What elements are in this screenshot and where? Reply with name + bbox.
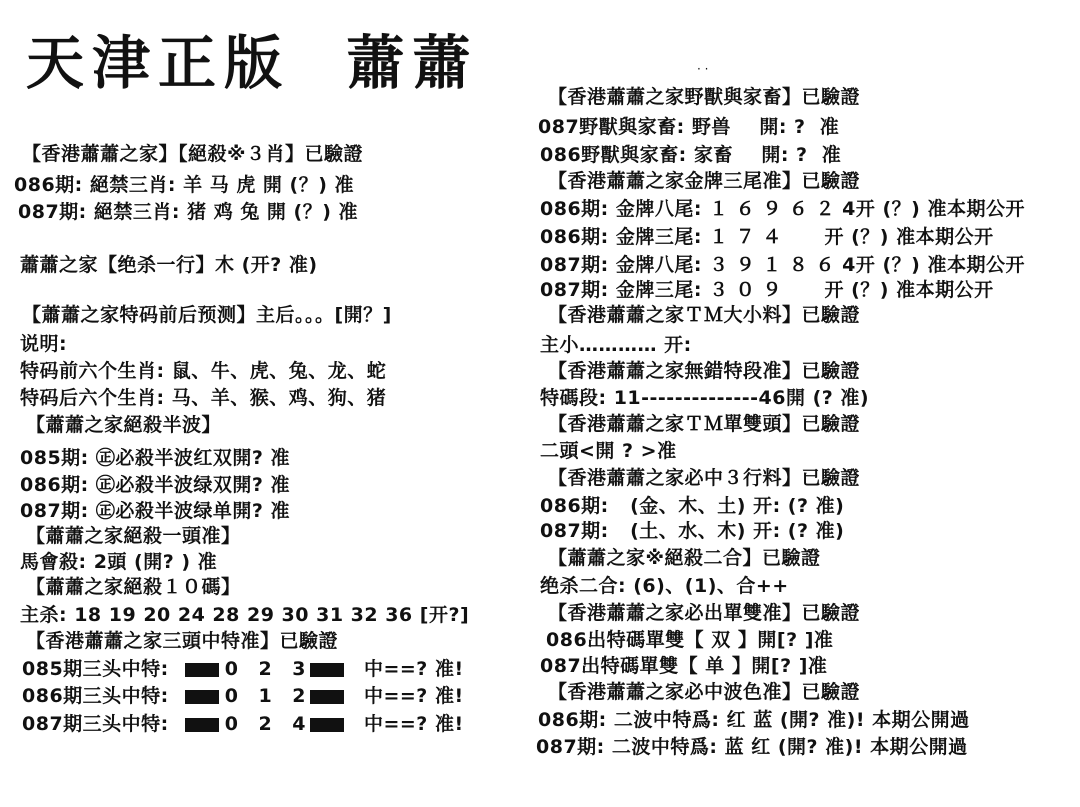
- text-line: 蕭蕭之家【绝杀一行】木 (开? 准): [20, 254, 318, 276]
- text-line: 说明:: [20, 333, 68, 355]
- section-header: 【蕭蕭之家特码前后预测】主后。。。[開？]: [22, 304, 392, 326]
- section-header: 【香港蕭蕭之家三頭中特准】已驗證: [26, 630, 339, 652]
- scan-specks: · ·: [697, 62, 709, 76]
- text-line: 087野獸與家畜: 野兽 開: ? 准: [538, 116, 840, 138]
- text-line: 主杀: 18 19 20 24 28 29 30 31 32 36 [开?]: [20, 604, 470, 626]
- text-line: 086期: 絕禁三肖: 羊 马 虎 開 (？) 准: [14, 174, 355, 196]
- three-head-row: [22, 660, 464, 679]
- head-digit: 2: [258, 713, 273, 735]
- row-label: 087期三头中特:: [22, 713, 169, 735]
- text-line: 086出特碼單雙【 双 】開[? ]准: [546, 629, 834, 651]
- trigram-block-icon: [185, 663, 219, 677]
- row-result: 中==? 准!: [363, 685, 464, 707]
- text-line: 087期: 絕禁三肖: 猪 鸡 兔 開 (？) 准: [18, 201, 359, 223]
- text-line: 087期: 金牌八尾: ３ ９ １ ８ ６ 4开 (？) 准本期公开: [540, 254, 1025, 276]
- text-line: 086野獸與家畜: 家畜 開: ? 准: [540, 144, 842, 166]
- section-header: 【香港蕭蕭之家ＴＭ大小料】已驗證: [548, 304, 861, 326]
- section-header: 【香港蕭蕭之家金牌三尾准】已驗證: [548, 170, 861, 192]
- text-line: 特码前六个生肖: 鼠、牛、虎、兔、龙、蛇: [20, 360, 387, 382]
- text-line: 086期: 金牌八尾: １ ６ ９ ６ ２ 4开 (？) 准本期公开: [540, 198, 1025, 220]
- text-line: 086期: (金、木、土) 开: (? 准): [540, 495, 845, 517]
- head-digit: 4: [292, 713, 306, 735]
- section-header: 【蕭蕭之家※絕殺二合】已驗證: [548, 547, 821, 569]
- three-head-row: [22, 715, 464, 734]
- text-line: 087期: 二波中特爲: 蓝 红 (開? 准)! 本期公開過: [536, 736, 968, 758]
- text-line: 绝杀二合: (6)、(1)、合++: [540, 575, 789, 597]
- text-line: 主小………… 开:: [540, 334, 692, 356]
- page-title: 天津正版 蕭蕭: [26, 29, 479, 97]
- text-line: 086期: 金牌三尾: １ ７ ４ 开 (？) 准本期公开: [540, 226, 994, 248]
- three-head-row: [22, 687, 464, 706]
- text-line: 特碼段: 11--------------46開 (? 准): [540, 387, 870, 409]
- trigram-block-icon: [310, 718, 344, 732]
- text-line: 086期: 二波中特爲: 红 蓝 (開? 准)! 本期公開過: [538, 709, 970, 731]
- trigram-block-icon: [310, 663, 344, 677]
- text-line: 特码后六个生肖: 马、羊、猴、鸡、狗、猪: [20, 387, 387, 409]
- head-digit: 0: [224, 658, 239, 680]
- head-digit: 1: [258, 685, 273, 707]
- section-header: 【香港蕭蕭之家必中波色准】已驗證: [548, 681, 861, 703]
- row-label: 085期三头中特:: [22, 658, 169, 680]
- section-header: 【蕭蕭之家絕殺半波】: [26, 414, 222, 436]
- row-result: 中==? 准!: [363, 658, 464, 680]
- trigram-block-icon: [310, 690, 344, 704]
- text-line: 086期: ㊣必殺半波绿双開? 准: [20, 474, 291, 496]
- section-header: 【香港蕭蕭之家ＴＭ單雙頭】已驗證: [548, 413, 861, 435]
- head-digit: 0: [224, 685, 239, 707]
- section-header: 【香港蕭蕭之家必中３行料】已驗證: [548, 467, 861, 489]
- head-digit: 3: [292, 658, 306, 680]
- text-line: 087期: ㊣必殺半波绿单開? 准: [20, 500, 291, 522]
- section-header: 【香港蕭蕭之家】【絕殺※３肖】已驗證: [22, 143, 363, 165]
- text-line: 087期: 金牌三尾: ３ ０ ９ 开 (？) 准本期公开: [540, 279, 994, 301]
- row-result: 中==? 准!: [363, 713, 464, 735]
- text-line: 二頭<開 ? >准: [540, 440, 677, 462]
- head-digit: 2: [258, 658, 273, 680]
- head-digit: 2: [292, 685, 306, 707]
- text-line: 馬會殺: 2頭 (開? ) 准: [20, 551, 218, 573]
- section-header: 【香港蕭蕭之家必出單雙准】已驗證: [548, 602, 861, 624]
- section-header: 【香港蕭蕭之家野獸與家畜】已驗證: [548, 86, 861, 108]
- row-label: 086期三头中特:: [22, 685, 169, 707]
- section-header: 【蕭蕭之家絕殺一頭准】: [26, 525, 241, 547]
- trigram-block-icon: [185, 718, 219, 732]
- text-line: 087期: (土、水、木) 开: (? 准): [540, 520, 845, 542]
- text-line: 085期: ㊣必殺半波红双開? 准: [20, 447, 291, 469]
- text-line: 087出特碼單雙【 单 】開[? ]准: [540, 655, 828, 677]
- section-header: 【蕭蕭之家絕殺１０碼】: [26, 576, 241, 598]
- head-digit: 0: [224, 713, 239, 735]
- trigram-block-icon: [185, 690, 219, 704]
- section-header: 【香港蕭蕭之家無錯特段准】已驗證: [548, 360, 861, 382]
